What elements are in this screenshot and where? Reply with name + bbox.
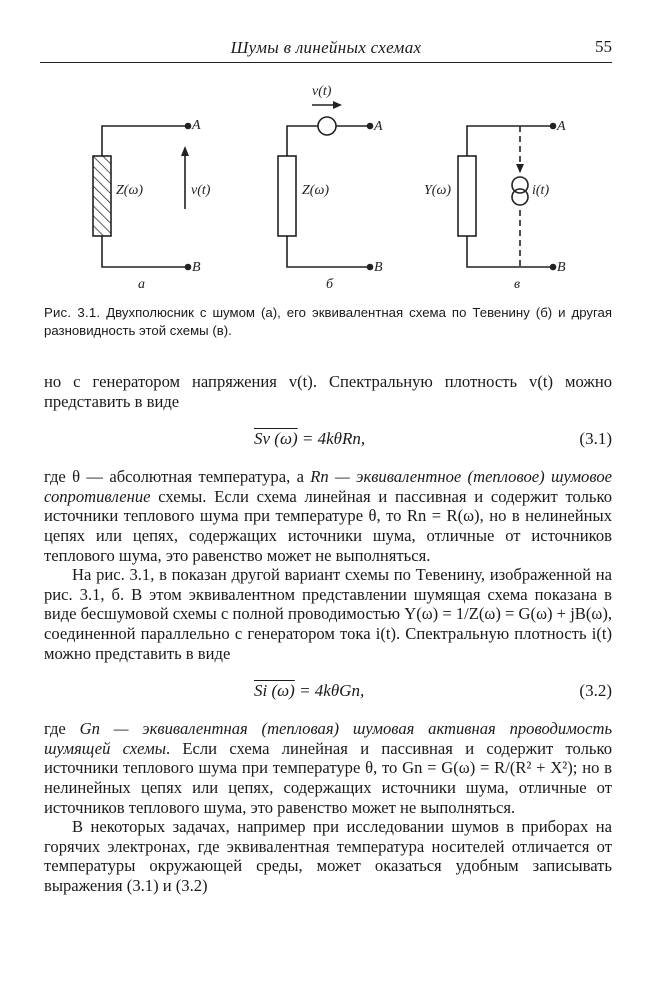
defined-term: Rn — эквивалентное (тепловое) шумовое сопротивление (44, 467, 612, 506)
body-text (44, 372, 612, 895)
voltage-source-icon (318, 117, 336, 135)
circuit-c-bottom-wire (467, 236, 553, 267)
circuit-c-terminal-a: A (557, 119, 566, 134)
caption-text: Двухполюсник с шумом (а), его эквивалентная схема по Тевенину (б) и другая разновидность этой схемы (в). (44, 305, 612, 338)
circuit-b-top-wire-left (287, 126, 318, 156)
paragraph-text: где (44, 719, 80, 739)
circuit-c-admittance-label: Y(ω) (424, 183, 451, 198)
equation-number: (3.1) (579, 429, 612, 449)
circuit-a-terminal-b: B (192, 260, 201, 275)
circuit-b-source-label: v(t) (312, 84, 332, 99)
equation-lhs: Sv (ω) (254, 429, 298, 449)
circuit-c-current-label: i(t) (532, 183, 550, 198)
circuit-a-impedance-label: Z(ω) (116, 183, 143, 198)
figure-caption (44, 304, 612, 340)
circuit-a-top-wire (102, 126, 188, 156)
equation-number: (3.2) (579, 681, 612, 701)
paragraph: В некоторых задачах, например при исследовании шумов в приборах на горячих электронах, где эквивалентная температура носителей отличается от температуры окружающей среды, может оказаться удобным записывать выражения (3.1) и (3.2) (44, 817, 612, 895)
page-number: 55 (595, 37, 612, 56)
circuit-a-bottom-wire (102, 236, 188, 267)
equation-rhs: = 4kθGn, (294, 681, 365, 701)
circuit-a-terminal-a: A (192, 118, 201, 133)
defined-term: Gn — эквивалентная (тепловая) шумовая активная проводимость шумящей схемы (44, 719, 612, 758)
caption-label: Рис. 3.1. (44, 305, 101, 320)
impedance-box (278, 156, 296, 236)
terminal-a-dot (186, 124, 191, 129)
current-arrowhead-icon (516, 164, 524, 173)
circuit-c-sublabel: в (514, 277, 521, 292)
circuit-c-top-wire (467, 126, 553, 156)
paragraph: На рис. 3.1, в показан другой вариант схемы по Тевенину, изображенной на рис. 3.1, б. В этом эквивалентном представлении шумящая схема показана в виде бесшумовой схемы с полной проводимостью Y(ω) = 1/Z(ω) = G(ω) + jB(ω), соединенной параллельно с генератором тока i(t). Спектральную плотность i(t) можно представить в виде (44, 565, 612, 663)
source-arrowhead-icon (333, 101, 342, 109)
circuit-b-bottom-wire (287, 236, 370, 267)
equation-3-2 (44, 663, 612, 719)
running-title: Шумы в линейных схемах (230, 38, 422, 57)
circuit-c-terminal-b: B (557, 260, 566, 275)
paragraph-text: где θ — абсолютная температура, а (44, 467, 311, 487)
circuit-a-sublabel: а (138, 277, 145, 292)
voltage-arrowhead-icon (181, 146, 189, 156)
terminal-a-dot (551, 124, 556, 129)
admittance-box (458, 156, 476, 236)
equation-rhs: = 4kθRn, (297, 429, 366, 449)
circuit-a-voltage-label: v(t) (191, 183, 211, 198)
circuit-a (93, 118, 211, 292)
hatched-impedance (93, 156, 111, 236)
equation-lhs: Si (ω) (254, 681, 295, 701)
figure-3-1 (40, 74, 620, 299)
terminal-b-dot (186, 265, 191, 270)
circuit-b (278, 84, 383, 292)
page-header (40, 34, 612, 63)
circuit-b-impedance-label: Z(ω) (302, 183, 329, 198)
current-source-ring-lower (512, 189, 528, 205)
paragraph-text: схемы. Если схема линейная и пассивная и содержит только источники теплового шума при температуре θ, то Rn = R(ω), но в нелинейных цепях или цепях, содержащих источники шума, отличные от источников теплового шума, это равенство может не выполняться. (44, 486, 612, 565)
terminal-b-dot (551, 265, 556, 270)
paragraph-text: . Если схема линейная и пассивная и содержит только источники теплового шума при температуре θ, то Gn = G(ω) = R/(R² + X²); но в нелинейных цепях или цепях, содержащих источники шума, отличные от источников теплового шума, это равенство может не выполняться. (44, 738, 612, 817)
circuit-c (424, 119, 566, 292)
equation-3-1 (44, 411, 612, 467)
paragraph: но с генератором напряжения v(t). Спектральную плотность v(t) можно представить в виде (44, 372, 612, 411)
paragraph (44, 467, 612, 565)
circuit-b-sublabel: б (326, 277, 334, 292)
terminal-a-dot (368, 124, 373, 129)
circuit-b-terminal-b: B (374, 260, 383, 275)
circuit-b-terminal-a: A (374, 119, 383, 134)
terminal-b-dot (368, 265, 373, 270)
paragraph (44, 719, 612, 817)
